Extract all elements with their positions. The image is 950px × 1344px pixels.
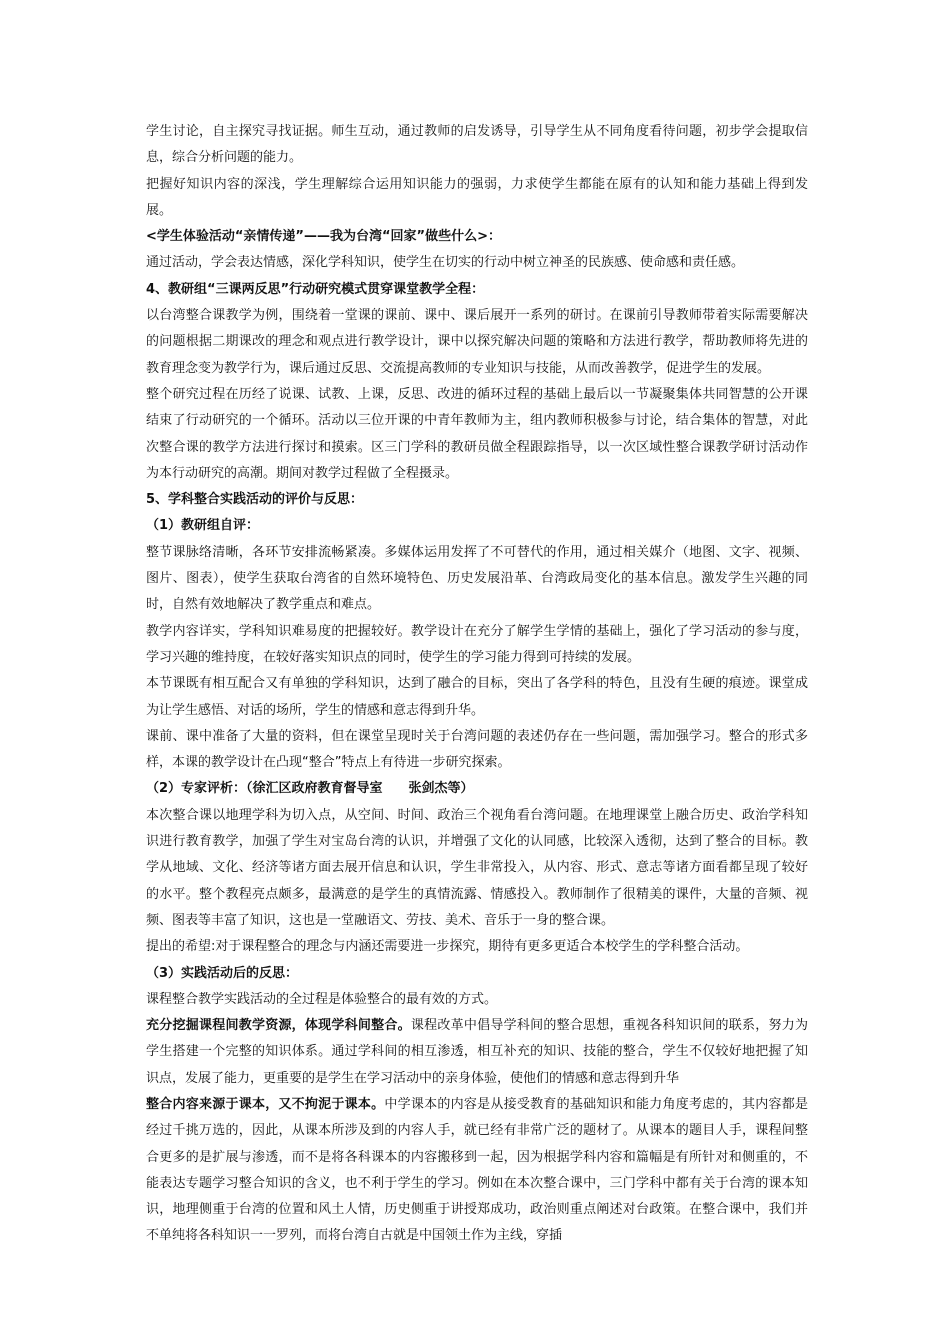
bold-lead: 充分挖掘课程间教学资源，体现学科间整合。 — [146, 1018, 411, 1034]
paragraph: 整节课脉络清晰，各环节安排流畅紧凑。多媒体运用发挥了不可替代的作用，通过相关媒介（地图、文字、视频、图片、图表），使学生获取台湾省的自然环境特色、历史发展沿革、台湾政局变化的基本信息。激发学生兴趣的同时，自然有效地解决了教学重点和难点。 — [146, 544, 808, 613]
paragraph: 通过活动，学会表达情感，深化学科知识，使学生在切实的行动中树立神圣的民族感、使命感和责任感。 — [146, 255, 745, 271]
section-heading-4: 4、教研组“三课两反思”行动研究模式贯穿课堂教学全程： — [146, 281, 485, 297]
paragraph: 把握好知识内容的深浅，学生理解综合运用知识能力的强弱，力求使学生都能在原有的认知和能力基础上得到发展。 — [146, 176, 808, 218]
paragraph: 本次整合课以地理学科为切入点，从空间、时间、政治三个视角看台湾问题。在地理课堂上融合历史、政治学科知识进行教育教学，加强了学生对宝岛台湾的认识，并增强了文化的认同感，比较深入透彻，达到了整合的目标。教学从地域、文化、经济等诸方面去展开信息和认识，学生非常投入，从内容、形式、意志等诸方面看都呈现了较好的水平。整个教程亮点颇多，最满意的是学生的真情流露、情感投入。教师制作了很精美的课件，大量的音频、视频、图表等丰富了知识，这也是一堂融语文、劳技、美术、音乐于一身的整合课。 — [146, 807, 808, 928]
paragraph: 课程整合教学实践活动的全过程是体验整合的最有效的方式。 — [146, 991, 498, 1007]
paragraph: 提出的希望:对于课程整合的理念与内涵还需要进一步探究，期待有更多更适合本校学生的学科整合活动。 — [146, 939, 749, 955]
subsection-heading-3: （3）实践活动后的反思： — [146, 965, 299, 981]
paragraph-with-bold-lead — [146, 1092, 808, 1250]
paragraph: 课前、课中准备了大量的资料，但在课堂呈现时关于台湾问题的表述仍存在一些问题，需加强学习。整合的形式多样，本课的教学设计在凸现“整合”特点上有待进一步研究探索。 — [146, 728, 808, 771]
paragraph-body: 中学课本的内容是从接受教育的基础知识和能力角度考虑的，其内容都是经过千挑万选的，因此，从课本所涉及到的内容人手，就已经有非常广泛的题材了。从课本的题目人手，课程间整合更多的是扩展与渗透，而不是将各科课本的内容搬移到一起，因为根据学科内容和篇幅是有所针对和侧重的，不能表达专题学习整合知识的含义，也不利于学生的学习。例如在本次整合课中，三门学科中都有关于台湾的课本知识，地理侧重于台湾的位置和风土人情，历史侧重于讲授郑成功，政治则重点阐述对台政策。在整合课中，我们并不单纯将各科知识一一罗列，而将台湾自古就是中国领土作为主线，穿插 — [146, 1096, 808, 1244]
paragraph: 本节课既有相互配合又有单独的学科知识，达到了融合的目标，突出了各学科的特色，且没有生硬的痕迹。课堂成为让学生感悟、对话的场所，学生的情感和意志得到升华。 — [146, 676, 808, 718]
bold-lead: 整合内容来源于课本，又不拘泥于课本。 — [146, 1096, 385, 1112]
paragraph: 以台湾整合课教学为例，围绕着一堂课的课前、课中、课后展开一系列的研讨。在课前引导教师带着实际需要解决的问题根据二期课改的理念和观点进行教学设计，课中以探究解决问题的策略和方法进行教学，帮助教师将先进的教育理念变为教学行为，课后通过反思、交流提高教师的专业知识与技能，从而改善教学，促进学生的发展。 — [146, 308, 808, 376]
document-page — [146, 119, 808, 1250]
paragraph: 教学内容详实，学科知识难易度的把握较好。教学设计在充分了解学生学情的基础上，强化了学习活动的参与度，学习兴趣的维持度，在较好落实知识点的同时，使学生的学习能力得到可持续的发展。 — [146, 623, 808, 665]
subsection-heading-1: （1）教研组自评： — [146, 518, 260, 534]
paragraph: 整个研究过程在历经了说课、试教、上课，反思、改进的循环过程的基础上最后以一节凝聚集体共同智慧的公开课结束了行动研究的一个循环。活动以三位开课的中青年教师为主，组内教师积极参与讨论，结合集体的智慧，对此次整合课的教学方法进行探讨和摸索。区三门学科的教研员做全程跟踪指导，以一次区域性整合课教学研讨活动作为本行动研究的高潮。期间对教学过程做了全程摄录。 — [146, 386, 808, 481]
section-heading-5: 5、学科整合实践活动的评价与反思： — [146, 492, 364, 508]
paragraph-with-bold-lead — [146, 1013, 808, 1092]
activity-heading: <学生体验活动“亲情传递”——我为台湾“回家”做些什么>： — [146, 229, 501, 245]
paragraph-body: 课程改革中倡导学科间的整合思想，重视各科知识间的联系，努力为学生搭建一个完整的知识体系。通过学科间的相互渗透，相互补充的知识、技能的整合，学生不仅较好地把握了知识点，发展了能力，更重要的是学生在学习活动中的亲身体验，使他们的情感和意志得到升华 — [146, 1018, 808, 1086]
subsection-heading-2: （2）专家评析：（徐汇区政府教育督导室 张剑杰等） — [146, 781, 474, 797]
paragraph: 学生讨论，自主探究寻找证据。师生互动，通过教师的启发诱导，引导学生从不同角度看待问题，初步学会提取信息，综合分析问题的能力。 — [146, 124, 808, 166]
